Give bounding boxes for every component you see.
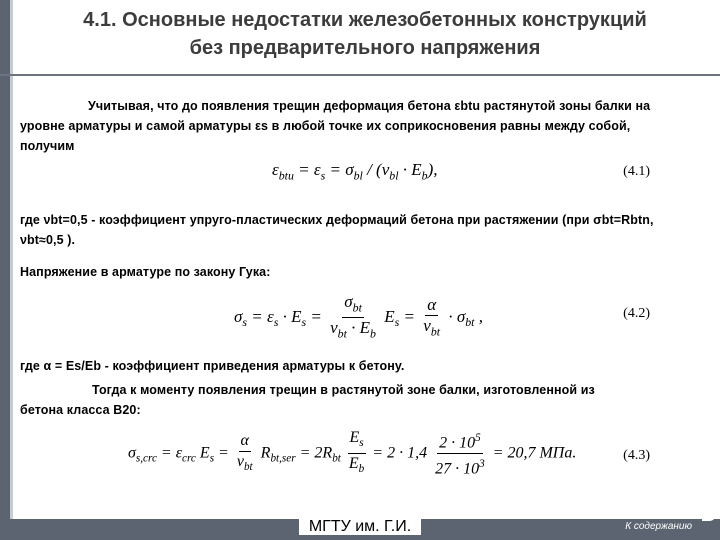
equation-4-3: $\sigma_{s,crc} = \varepsilon_{crc}$ $E_s$ = $\frac{\alpha}{\nu_{bt}}$ $R_{bt,ser} = 2R_{bt}$ $\frac{E_s}{E_b}$ = 2 · 1,4 $\frac{2 \cdot 10^5}{27 \cdot 10^3}$ = 20,7 МПа. xyxy=(128,429,577,478)
cracks-line-2: бетона класса В20: xyxy=(20,403,141,417)
paragraph-alpha: где α = Es/Eb - коэффициент приведения арматуры к бетону. xyxy=(20,359,405,373)
eq3-fraction-3: $\frac{2 \cdot 10^5}{27 \cdot 10^3}$ xyxy=(433,428,487,480)
paragraph-hooke: Напряжение в арматуре по закону Гука: xyxy=(20,265,271,279)
intro-line-1: Учитывая, что до появления трещин деформация бетона εbtu растянутой зоны балки на xyxy=(88,99,651,113)
footer-text: МГТУ им. Г.И. xyxy=(299,518,421,535)
eq3-fraction-1: $\frac{\alpha}{\nu_{bt}}$ xyxy=(236,431,253,473)
equation-number-4-1: (4.1) xyxy=(623,164,650,179)
footer-caption xyxy=(0,518,720,536)
left-decor-bar xyxy=(0,0,10,540)
paragraph-intro xyxy=(20,96,650,156)
title-divider xyxy=(0,74,720,76)
paragraph-cracks xyxy=(20,380,595,420)
slide-title xyxy=(20,6,710,62)
equation-4-2: $\sigma_s = \varepsilon_s \cdot E_s$ = $\frac{\sigma_{bt}}{\nu_{bt} \cdot E_b}$ $E_s$ = $\frac{\alpha}{\nu_{bt}}$ · $\sigma_{bt}$ , xyxy=(234,292,483,344)
equation-number-4-2: (4.2) xyxy=(623,306,650,321)
eq2-fraction-1: $\frac{\sigma_{bt}}{\nu_{bt} \cdot E_b}$ xyxy=(330,292,376,341)
equation-4-1: $\varepsilon_{btu} = \varepsilon_s = \sigma_{bl} / (\nu_{bl} \cdot E_b)$, xyxy=(272,160,438,183)
equation-number-4-3: (4.3) xyxy=(623,448,650,463)
eq3-fraction-2: $\frac{E_s}{E_b}$ xyxy=(348,429,365,476)
cracks-line-1: Тогда к моменту появления трещин в растянутой зоне балки, изготовленной из xyxy=(92,383,595,397)
intro-line-2: уровне арматуры и самой арматуры εs в любой точке их соприкосновения равны между собой, xyxy=(20,119,631,133)
intro-line-3: получим xyxy=(20,139,75,153)
paragraph-nu xyxy=(20,210,654,250)
left-decor-accent xyxy=(10,0,13,540)
return-arrow-icon[interactable] xyxy=(696,508,716,524)
title-line-2: без предварительного напряжения xyxy=(189,37,541,59)
eq2-fraction-2: $\frac{\alpha}{\nu_{bt}}$ xyxy=(423,294,441,339)
title-line-1: 4.1. Основные недостатки железобетонных конструкций xyxy=(83,9,647,31)
nu-line-2: νbt≈0,5 ). xyxy=(20,233,76,247)
nu-line-1: где νbt=0,5 - коэффициент упруго-пластических деформаций бетона при растяжении (при σbt=Rbtn, xyxy=(20,213,654,227)
nav-contents-link[interactable]: К содержанию xyxy=(625,521,692,532)
